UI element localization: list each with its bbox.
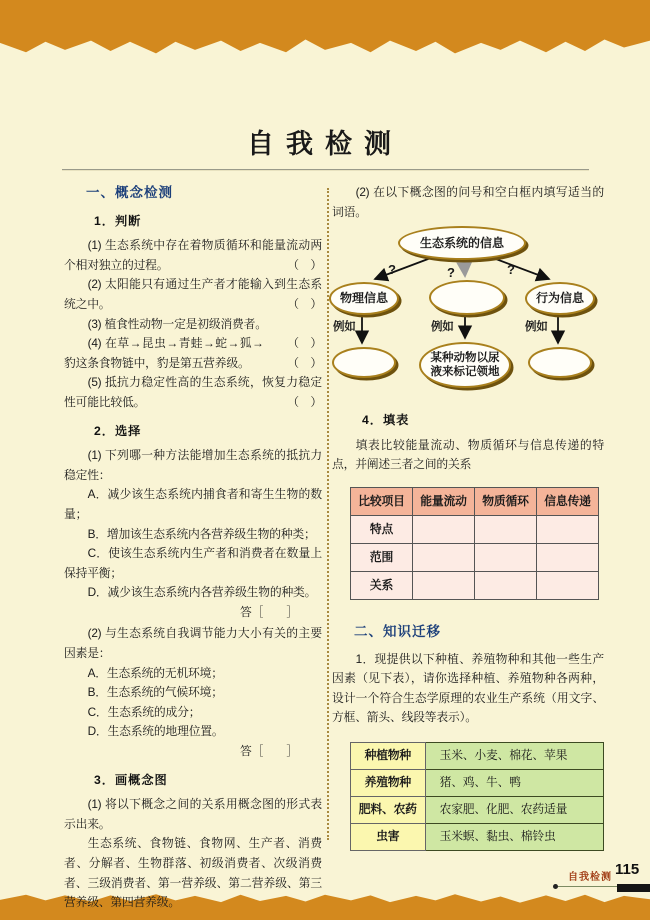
question-mark-right: ? — [507, 262, 515, 278]
choice-q2-option-d: D．生态系统的地理位置。 — [87, 724, 224, 739]
choice-q2-option-a: A．生态系统的无机环境； — [87, 665, 223, 680]
comparison-cell-empty — [475, 571, 537, 599]
comparison-cell-empty — [413, 515, 475, 543]
title-divider-rule — [62, 169, 589, 171]
comparison-cell-empty — [475, 543, 537, 571]
question-mark-mid: ? — [447, 265, 455, 281]
comparison-cell-empty — [537, 515, 599, 543]
comparison-header-energy-flow: 能量流动 — [413, 487, 475, 515]
judge-item-2-blank: （ ） — [287, 296, 322, 311]
comparison-cell-empty — [537, 543, 599, 571]
concept-map — [328, 226, 608, 402]
resource-label-crops: 种植物种 — [351, 742, 426, 769]
draw-map-intro: (1) 将以下概念之间的关系用概念图的形式表示出来。 — [64, 797, 322, 831]
comparison-cell-empty — [475, 515, 537, 543]
node-blank-example-right — [528, 347, 592, 378]
page-title: 自我检测 — [247, 129, 403, 159]
question-mark-left: ? — [388, 262, 396, 278]
judge-item-3-blank: （ ） — [287, 336, 322, 351]
table-row — [351, 543, 599, 571]
judge-item-5 — [64, 373, 322, 412]
choice-q2-answer-bracket: 答［ ］ — [240, 744, 298, 759]
comparison-row-label-relation: 关系 — [351, 571, 413, 599]
resource-label-fertilizer: 肥料、农药 — [351, 796, 426, 823]
node-behavioral-information: 行为信息 — [525, 282, 595, 315]
resource-label-pests: 虫害 — [351, 823, 426, 850]
judge-item-2-text: (2) 太阳能只有通过生产者才能输入到生态系统之中。 — [64, 277, 322, 311]
node-urine-marking-example: 某种动物以尿液来标记领地 — [419, 342, 511, 388]
node-blank-middle — [429, 280, 505, 315]
comparison-cell-empty — [537, 571, 599, 599]
table-row — [351, 823, 604, 850]
choice-q2-option-c: C．生态系统的成分； — [87, 704, 201, 719]
resource-table — [350, 742, 604, 851]
table-row — [351, 515, 599, 543]
resource-value-livestock: 猪、鸡、牛、鸭 — [425, 769, 603, 796]
judge-item-3 — [64, 315, 322, 351]
resource-value-pests: 玉米螟、黏虫、棉铃虫 — [425, 823, 603, 850]
choice-q1-option-b: B．增加该生态系统内各营养级生物的种类； — [87, 526, 316, 541]
judge-item-5-blank: （ ） — [287, 394, 322, 409]
choice-q1-option-c: C．使该生态系统内生产者和消费者在数量上保持平衡； — [64, 546, 322, 580]
footer-rule-line — [558, 886, 618, 887]
comparison-header-item: 比较项目 — [351, 487, 413, 515]
comparison-table — [350, 487, 599, 600]
footer-section-label: 自我检测 — [568, 872, 612, 883]
right-column — [332, 183, 604, 851]
choice-q1-answer-bracket: 答［ ］ — [240, 604, 298, 619]
choice-q2-option-b: B．生态系统的气候环境； — [87, 685, 223, 700]
judge-heading: 1．判断 — [94, 213, 142, 228]
comparison-header-info-transfer: 信息传递 — [537, 487, 599, 515]
comparison-row-label-scope: 范围 — [351, 543, 413, 571]
judge-item-3-text: (3) 植食性动物一定是初级消费者。 — [87, 316, 267, 331]
choice-q2-stem: (2) 与生态系统自我调节能力大小有关的主要因素是： — [64, 626, 322, 661]
table-row — [351, 571, 599, 599]
comparison-cell-empty — [413, 571, 475, 599]
node-blank-example-left — [332, 347, 396, 378]
node-physical-information: 物理信息 — [329, 282, 399, 315]
choice-heading: 2．选择 — [94, 423, 142, 438]
comparison-row-label-features: 特点 — [351, 515, 413, 543]
edge-label-example-mid: 例如 — [431, 321, 454, 334]
edge-label-example-left: 例如 — [333, 321, 356, 334]
judge-item-4-blank: （ ） — [287, 355, 322, 370]
comparison-header-matter-cycle: 物质循环 — [475, 487, 537, 515]
footer-page-number: 115 — [615, 861, 640, 878]
torn-paper-band-top — [0, 0, 650, 58]
judge-item-1-text: (1) 生态系统中存在着物质循环和能量流动两个相对独立的过程。 — [64, 238, 322, 272]
resource-value-fertilizer: 农家肥、化肥、农药适量 — [425, 796, 603, 823]
footer-black-bar — [617, 884, 650, 892]
table-row — [351, 742, 604, 769]
section-concept-check-heading: 一、概念检测 — [86, 185, 173, 200]
choice-q1-stem: (1) 下列哪一种方法能增加生态系统的抵抗力稳定性： — [64, 448, 322, 482]
choice-q1-option-a: A．减少该生态系统内捕食者和寄生生物的数量； — [64, 487, 322, 521]
fill-table-heading: 4．填表 — [362, 413, 410, 428]
edge-label-example-right: 例如 — [525, 321, 548, 334]
judge-item-5-text: (5) 抵抗力稳定性高的生态系统，恢复力稳定性可能比较低。 — [64, 375, 322, 409]
comparison-cell-empty — [413, 543, 475, 571]
judge-item-4-text: (4) 在草→昆虫→青蛙→蛇→狐→豹这条食物链中，豹是第五营养级。 — [64, 336, 264, 370]
fill-table-intro: 填表比较能量流动、物质循环与信息传递的特点，并阐述三者之间的关系 — [332, 437, 604, 472]
draw-map-heading: 3．画概念图 — [94, 772, 168, 787]
judge-item-1-blank: （ ） — [287, 257, 322, 272]
left-column — [64, 183, 322, 913]
comparison-table-header-row — [351, 487, 599, 515]
concept-map-intro: (2) 在以下概念图的问号和空白框内填写适当的词语。 — [332, 185, 604, 219]
resource-label-livestock: 养殖物种 — [351, 769, 426, 796]
resource-value-crops: 玉米、小麦、棉花、苹果 — [425, 742, 603, 769]
table-row — [351, 796, 604, 823]
draw-map-concept-list: 生态系统、食物链、食物网、生产者、消费者、分解者、生物群落、初级消费者、次级消费者、三级消费者、第一营养级、第二营养级、第三营养级、第四营养级。 — [64, 836, 322, 910]
knowledge-transfer-intro: 1．现提供以下种植、养殖物种和其他一些生产因素（见下表），请你选择种植、养殖物种各两种，设计一个符合生态学原理的农业生产系统（用文字、方框、箭头、线段等表示）。 — [332, 651, 604, 725]
node-ecosystem-information: 生态系统的信息 — [398, 226, 526, 260]
section-knowledge-transfer-heading: 二、知识迁移 — [354, 623, 441, 639]
choice-q1-option-d: D．减少该生态系统内各营养级生物的种类。 — [87, 585, 317, 600]
judge-item-2 — [64, 275, 322, 314]
judge-item-1 — [64, 236, 322, 275]
table-row — [351, 769, 604, 796]
